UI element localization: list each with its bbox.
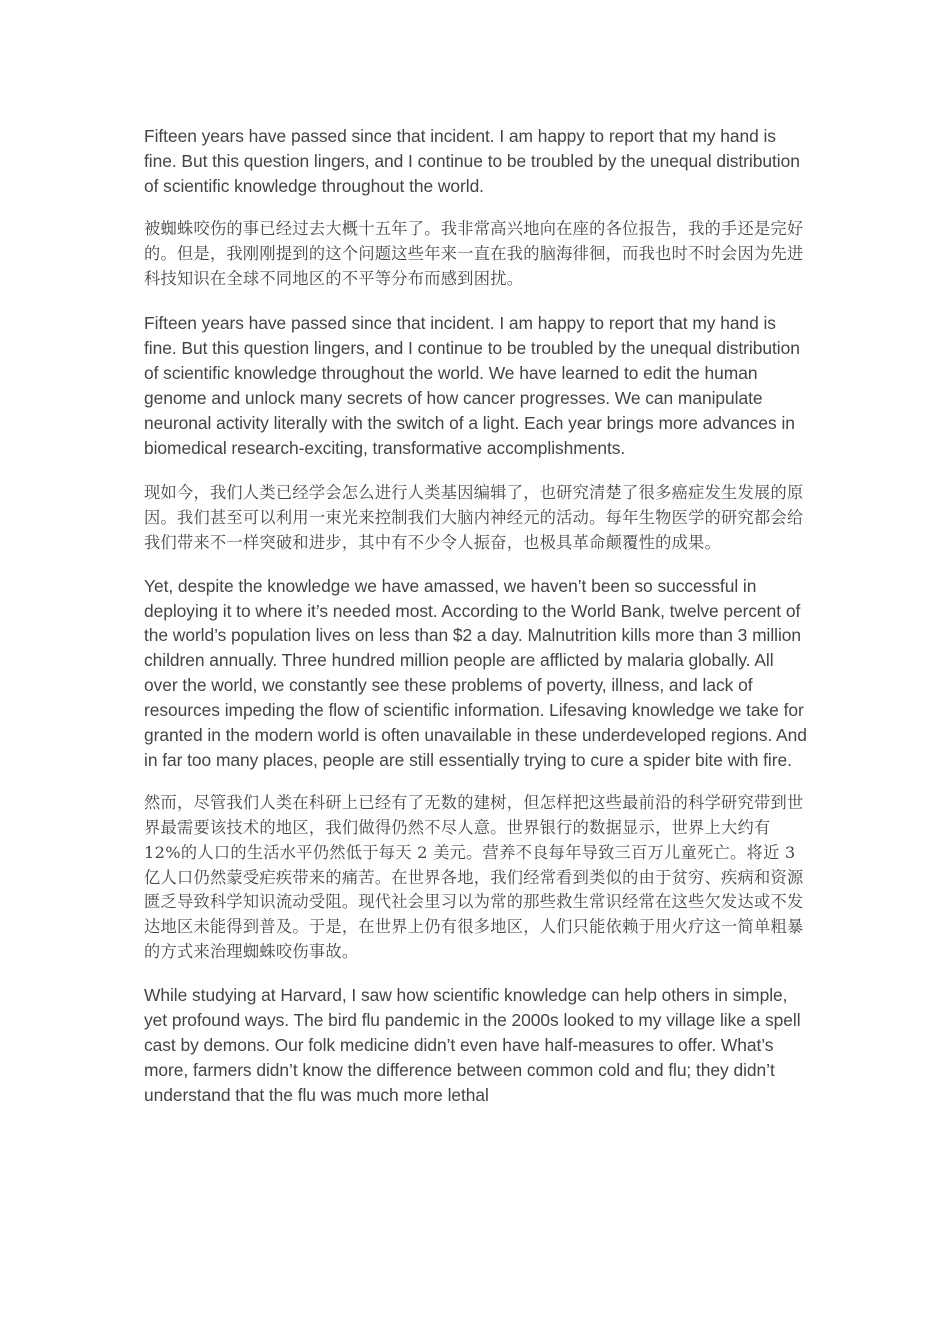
document-page xyxy=(144,124,810,1126)
paragraph-english-1: Fifteen years have passed since that incident. I am happy to report that my hand is fine. But this question lingers, and I continue to be troubled by the unequal distribution of scientific knowledge throughout the world. xyxy=(144,126,800,196)
paragraph-english-2: Fifteen years have passed since that incident. I am happy to report that my hand is fine. But this question lingers, and I continue to be troubled by the unequal distribution of scientific knowledge throughout the world. We have learned to edit the human genome and unlock many secrets of how cancer progresses. We can manipulate neuronal activity literally with the switch of a light. Each year brings more advances in biomedical research-exciting, transformative accomplishments. xyxy=(144,313,800,458)
paragraph-english-4: While studying at Harvard, I saw how scientific knowledge can help others in simple, yet profound ways. The bird flu pandemic in the 2000s looked to my village like a spell cast by demons. Our folk medicine didn’t even have half-measures to offer. What’s more, farmers didn’t know the difference between common cold and flu; they didn’t understand that the flu was much more lethal xyxy=(144,985,801,1105)
paragraph-chinese-2: 现如今，我们人类已经学会怎么进行人类基因编辑了，也研究清楚了很多癌症发生发展的原因。我们甚至可以利用一束光来控制我们大脑内神经元的活动。每年生物医学的研究都会给我们带来不一样突破和进步，其中有不少令人振奋，也极具革命颠覆性的成果。 xyxy=(144,482,804,552)
paragraph-chinese-1: 被蜘蛛咬伤的事已经过去大概十五年了。我非常高兴地向在座的各位报告，我的手还是完好的。但是，我刚刚提到的这个问题这些年来一直在我的脑海徘徊，而我也时不时会因为先进科技知识在全球不同地区的不平等分布而感到困扰。 xyxy=(144,218,804,288)
paragraph-english-3: Yet, despite the knowledge we have amassed, we haven’t been so successful in deploying it to where it’s needed most. According to the World Bank, twelve percent of the world’s population lives on less than $2 a day. Malnutrition kills more than 3 million children annually. Three hundred million people are afflicted by malaria globally. All over the world, we constantly see these problems of poverty, illness, and lack of resources impeding the flow of scientific information. Lifesaving knowledge we take for granted in the modern world is often unavailable in these underdeveloped regions. And in far too many places, people are still essentially trying to cure a spider bite with fire. xyxy=(144,575,807,770)
paragraph-chinese-3: 然而，尽管我们人类在科研上已经有了无数的建树，但怎样把这些最前沿的科学研究带到世界最需要该技术的地区，我们做得仍然不尽人意。世界银行的数据显示，世界上大约有 12%的人口的生活水平仍然低于每天 2 美元。营养不良每年导致三百万儿童死亡。将近 3 亿人口仍然蒙受疟疾带来的痛苦。在世界各地，我们经常看到类似的由于贫穷、疾病和资源匮乏导致科学知识流动受阻。现代社会里习以为常的那些救生常识经常在这些欠发达或不发达地区未能得到普及。于是，在世界上仍有很多地区，人们只能依赖于用火疗这一简单粗暴的方式来治理蜘蛛咬伤事故。 xyxy=(144,792,804,962)
